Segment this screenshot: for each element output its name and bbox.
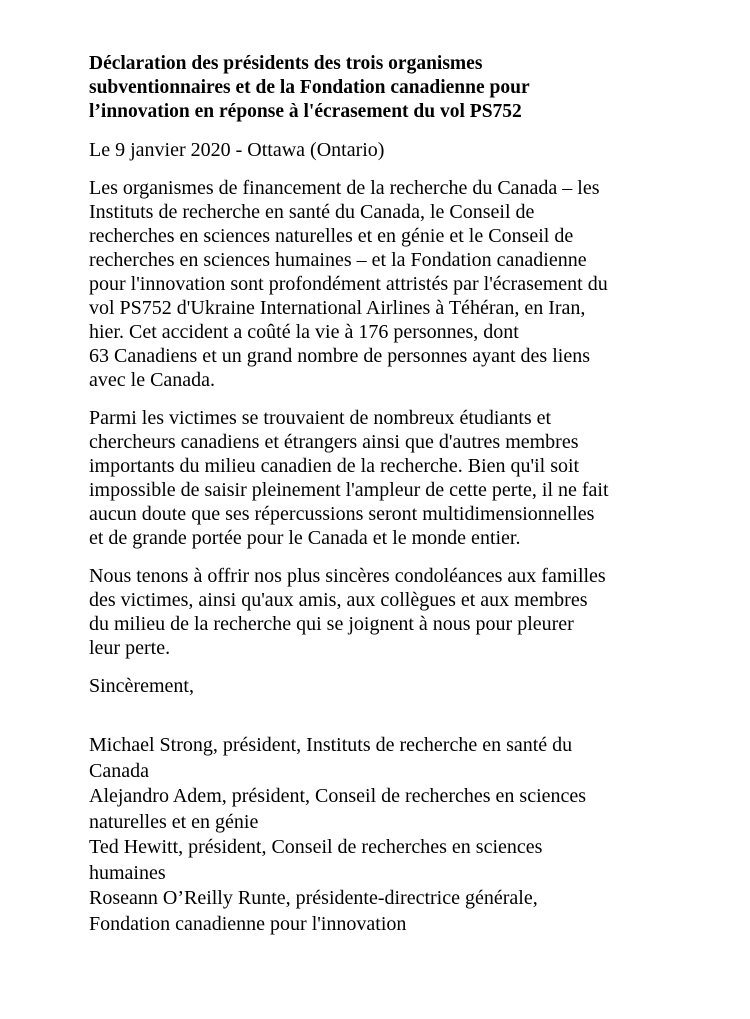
signatories — [89, 733, 689, 937]
paragraph-line: aucun doute que ses répercussions seront multidimensionnelles — [89, 503, 595, 525]
paragraph-line: Nous tenons à offrir nos plus sincères condoléances aux familles — [89, 565, 606, 587]
document — [89, 52, 689, 937]
paragraph-line: Les organismes de financement de la recherche du Canada – les — [89, 177, 600, 199]
dateline — [89, 138, 689, 162]
closing-text: Sincèrement, — [89, 675, 194, 697]
signatory-line: humaines — [89, 861, 166, 884]
paragraph-line: vol PS752 d'Ukraine International Airlines à Téhéran, en Iran, — [89, 297, 586, 319]
signatory-line: naturelles et en génie — [89, 810, 259, 833]
signatory-line: Roseann O’Reilly Runte, présidente-directrice générale, — [89, 887, 538, 909]
paragraph-line: des victimes, ainsi qu'aux amis, aux collègues et aux membres — [89, 589, 588, 611]
paragraph-line: et de grande portée pour le Canada et le monde entier. — [89, 527, 521, 549]
paragraph-line: leur perte. — [89, 637, 171, 659]
paragraph-1 — [89, 176, 689, 392]
document-title — [89, 52, 689, 124]
title-line: l’innovation en réponse à l'écrasement du vol PS752 — [89, 101, 522, 122]
paragraph-line: avec le Canada. — [89, 369, 216, 391]
paragraph-line: Parmi les victimes se trouvaient de nombreux étudiants et — [89, 407, 552, 429]
signatory-line: Ted Hewitt, président, Conseil de recherches en sciences — [89, 836, 543, 858]
paragraph-line: importants du milieu canadien de la recherche. Bien qu'il soit — [89, 455, 580, 477]
paragraph-line: recherches en sciences naturelles et en génie et le Conseil de — [89, 225, 574, 247]
paragraph-2 — [89, 406, 689, 550]
paragraph-line: chercheurs canadiens et étrangers ainsi que d'autres membres — [89, 431, 579, 453]
paragraph-line: impossible de saisir pleinement l'ampleur de cette perte, il ne fait — [89, 479, 609, 501]
spacer — [89, 698, 689, 733]
paragraph-line: pour l'innovation sont profondément attristés par l'écrasement du — [89, 273, 608, 295]
signatory-line: Michael Strong, président, Instituts de recherche en santé du — [89, 734, 573, 756]
paragraph-line: du milieu de la recherche qui se joignent à nous pour pleurer — [89, 613, 574, 635]
paragraph-line: 63 Canadiens et un grand nombre de personnes ayant des liens — [89, 345, 590, 367]
signatory-line: Fondation canadienne pour l'innovation — [89, 912, 407, 935]
title-line: Déclaration des présidents des trois organismes — [89, 53, 483, 74]
signatory-line: Canada — [89, 759, 149, 782]
closing — [89, 674, 689, 698]
paragraph-line: recherches en sciences humaines – et la Fondation canadienne — [89, 249, 587, 271]
paragraph-line: Instituts de recherche en santé du Canada, le Conseil de — [89, 201, 535, 223]
paragraph-3 — [89, 564, 689, 660]
paragraph-line: hier. Cet accident a coûté la vie à 176 personnes, dont — [89, 321, 519, 343]
signatory-line: Alejandro Adem, président, Conseil de recherches en sciences — [89, 785, 587, 807]
dateline-text: Le 9 janvier 2020 - Ottawa (Ontario) — [89, 139, 385, 161]
title-line: subventionnaires et de la Fondation canadienne pour — [89, 77, 530, 98]
